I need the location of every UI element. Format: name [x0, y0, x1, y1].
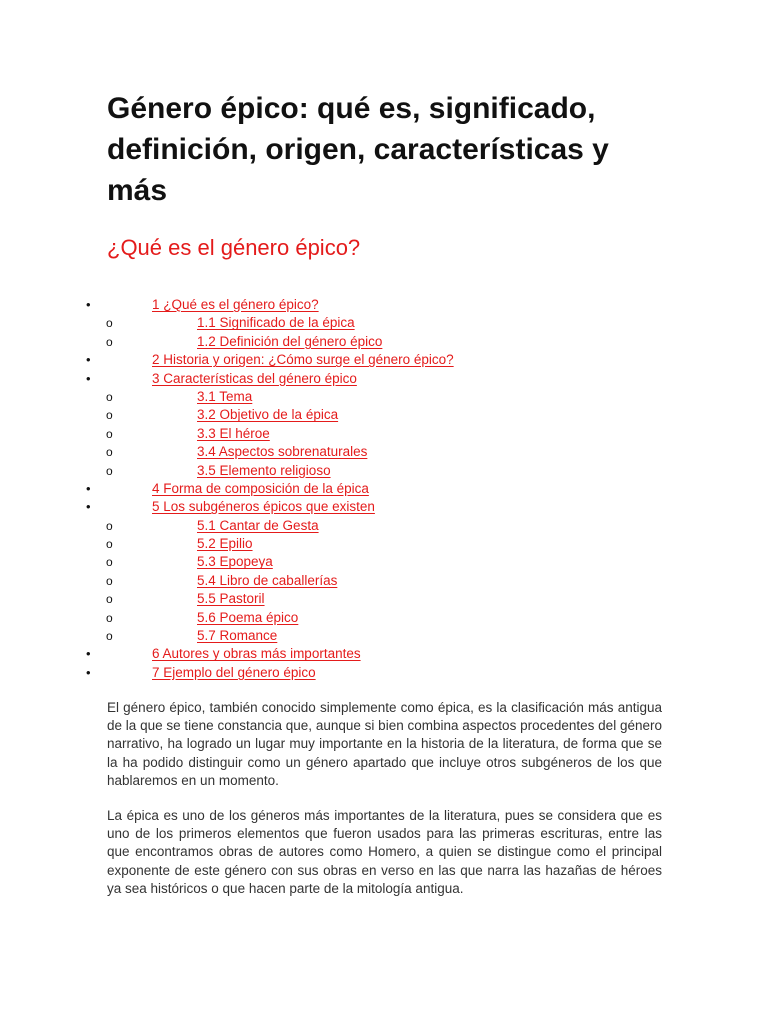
- section-heading: ¿Qué es el género épico?: [107, 235, 361, 260]
- bullet-disc-icon: •: [86, 297, 91, 312]
- toc-link[interactable]: 4 Forma de composición de la épica: [152, 480, 369, 496]
- toc-item: [0, 517, 768, 535]
- toc-item: [0, 572, 768, 590]
- bullet-circle-icon: o: [106, 573, 113, 588]
- toc-link[interactable]: 1.2 Definición del género épico: [197, 333, 383, 349]
- bullet-disc-icon: •: [86, 480, 91, 496]
- toc-link[interactable]: 3.1 Tema: [197, 388, 253, 404]
- page-title: Género épico: qué es, significado, definición, origen, características y más: [107, 92, 609, 207]
- toc-link[interactable]: 3.4 Aspectos sobrenaturales: [197, 444, 368, 460]
- toc-link[interactable]: 5.6 Poema épico: [197, 609, 299, 625]
- toc-item: [0, 480, 768, 498]
- bullet-circle-icon: o: [106, 555, 113, 570]
- toc-link[interactable]: 5.2 Epilio: [197, 536, 253, 552]
- bullet-disc-icon: •: [86, 352, 91, 368]
- toc-link[interactable]: 5.7 Romance: [197, 628, 278, 644]
- toc-item: [0, 314, 768, 332]
- bullet-circle-icon: o: [106, 426, 113, 441]
- toc-link[interactable]: 5.5 Pastoril: [197, 591, 265, 607]
- bullet-circle-icon: o: [106, 445, 113, 460]
- bullet-circle-icon: o: [106, 629, 113, 644]
- body-paragraph-1: El género épico, también conocido simplemente como épica, es la clasificación más antigua de la que se tiene constancia que, aunque si bien combina aspectos procedentes del género narrativo, ha logrado un lugar muy importante en la historia de la literatura, de forma que se la ha podido distinguir como un género apartado que incluye otros subgéneros de los que hablaremos en un momento.: [107, 700, 662, 788]
- toc-item: [0, 388, 768, 406]
- toc-item: [0, 498, 768, 516]
- toc-item: [0, 627, 768, 645]
- toc-link[interactable]: 5 Los subgéneros épicos que existen: [152, 499, 375, 515]
- toc-item: [0, 553, 768, 571]
- toc-item: [0, 664, 768, 682]
- toc-link[interactable]: 5.1 Cantar de Gesta: [197, 517, 319, 533]
- toc-link[interactable]: 3.5 Elemento religioso: [197, 462, 331, 478]
- bullet-circle-icon: o: [106, 316, 113, 331]
- bullet-disc-icon: •: [86, 499, 91, 515]
- toc-item: [0, 535, 768, 553]
- toc-link[interactable]: 5.4 Libro de caballerías: [197, 572, 338, 588]
- toc-item: [0, 609, 768, 627]
- bullet-circle-icon: o: [106, 518, 113, 533]
- toc-item: [0, 645, 768, 663]
- table-of-contents: [0, 296, 768, 682]
- toc-link[interactable]: 7 Ejemplo del género épico: [152, 664, 316, 680]
- body-paragraph-2: La épica es uno de los géneros más importantes de la literatura, pues se considera que es uno de los primeros elementos que fueron usados para las primeras escrituras, entre las que encontramos obras de autores como Homero, a quien se distingue como el principal exponente de este género con sus obras en verso en las que narra las hazañas de héroes ya sea históricos o que hacen parte de la mitología antigua.: [107, 808, 662, 896]
- bullet-circle-icon: o: [106, 592, 113, 607]
- toc-link[interactable]: 1 ¿Qué es el género épico?: [152, 297, 319, 312]
- toc-item: [0, 296, 768, 314]
- toc-item: [0, 462, 768, 480]
- bullet-circle-icon: o: [106, 610, 113, 625]
- bullet-disc-icon: •: [86, 370, 91, 386]
- toc-link[interactable]: 1.1 Significado de la épica: [197, 315, 355, 331]
- toc-item: [0, 370, 768, 388]
- bullet-circle-icon: o: [106, 389, 113, 404]
- bullet-circle-icon: o: [106, 537, 113, 552]
- toc-link[interactable]: 3.2 Objetivo de la épica: [197, 407, 339, 423]
- toc-item: [0, 425, 768, 443]
- bullet-circle-icon: o: [106, 463, 113, 478]
- bullet-disc-icon: •: [86, 664, 91, 680]
- toc-link[interactable]: 5.3 Epopeya: [197, 554, 273, 570]
- toc-link[interactable]: 2 Historia y origen: ¿Cómo surge el género épico?: [152, 352, 454, 368]
- toc-item: [0, 351, 768, 369]
- toc-link[interactable]: 3 Características del género épico: [152, 370, 357, 386]
- toc-item: [0, 443, 768, 461]
- toc-item: [0, 406, 768, 424]
- toc-link[interactable]: 6 Autores y obras más importantes: [152, 646, 361, 662]
- toc-item: [0, 333, 768, 351]
- toc-link[interactable]: 3.3 El héroe: [197, 425, 270, 441]
- toc-item: [0, 590, 768, 608]
- bullet-circle-icon: o: [106, 334, 113, 349]
- bullet-disc-icon: •: [86, 646, 91, 662]
- bullet-circle-icon: o: [106, 408, 113, 423]
